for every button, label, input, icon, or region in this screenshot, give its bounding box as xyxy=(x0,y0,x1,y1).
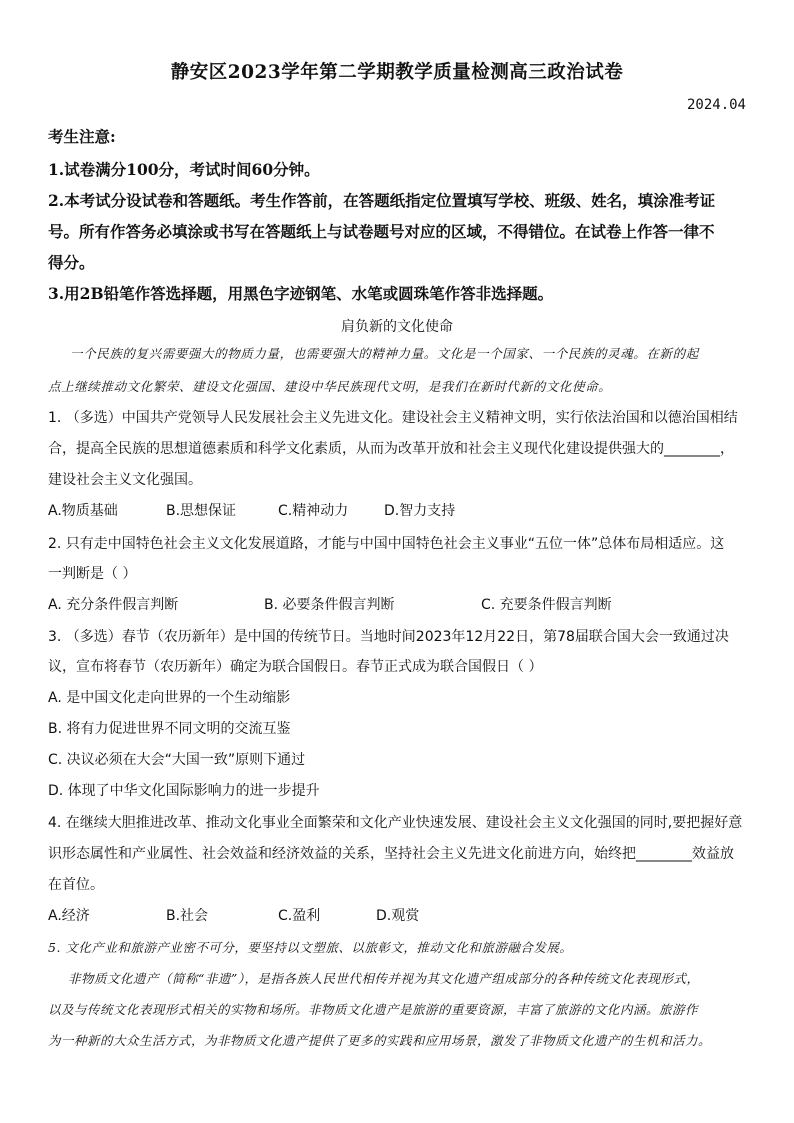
q5-material-line-2: 以及与传统文化表现形式相关的实物和场所。非物质文化遗产是旅游的重要资源，丰富了旅游的文化内涵。旅游作 xyxy=(48,1002,699,1017)
q3-stem-line-2: 议，宣布将春节（农历新年）确定为联合国假日。春节正式成为联合国假日（ ） xyxy=(48,659,543,675)
q4-option-b: B.社会 xyxy=(166,908,209,924)
q1-option-d: D.智力支持 xyxy=(384,503,456,519)
q4-stem-line-3: 在首位。 xyxy=(48,877,104,893)
q4-stem-line-2: 识形态属性和产业属性、社会效益和经济效益的关系，坚持社会主义先进文化前进方向，始终把________效益放 xyxy=(48,846,734,862)
q2-stem-line-2: 一判断是（ ） xyxy=(48,566,137,582)
q1-option-a: A.物质基础 xyxy=(48,503,118,519)
q3-option-d: D. 体现了中华文化国际影响力的进一步提升 xyxy=(48,783,320,799)
q1-stem-line-2: 合，提高全民族的思想道德素质和科学文化素质，从而为改革开放和社会主义现代化建设提供强大的________， xyxy=(48,441,734,457)
notice-item-2-end: 得分。 xyxy=(48,253,95,272)
notice-heading: 考生注意: xyxy=(48,127,116,146)
q3-stem-line-1: 3. （多选）春节（农历新年）是中国的传统节日。当地时间2023年12月22日，第78届联合国大会一致通过决 xyxy=(48,629,729,645)
q1-option-b: B.思想保证 xyxy=(166,503,237,519)
q2-stem-line-1: 2. 只有走中国特色社会主义文化发展道路，才能与中国中国特色社会主义事业“五位一体”总体布局相适应。这 xyxy=(48,536,725,552)
q3-option-c: C. 决议必须在大会“大国一致”原则下通过 xyxy=(48,752,306,768)
q4-stem-line-1: 4. 在继续大胆推进改革、推动文化事业全面繁荣和文化产业快速发展、建设社会主义文化强国的同时,要把握好意 xyxy=(48,815,743,831)
notice-item-2: 2.本考试分设试卷和答题纸。考生作答前，在答题纸指定位置填写学校、班级、姓名，填涂准考证 xyxy=(48,191,716,210)
q4-option-c: C.盈利 xyxy=(278,908,321,924)
section-intro-line-1: 一个民族的复兴需要强大的物质力量，也需要强大的精神力量。文化是一个国家、一个民族的灵魂。在新的起 xyxy=(70,346,699,361)
q1-option-c: C.精神动力 xyxy=(278,503,349,519)
section-title: 肩负新的文化使命 xyxy=(341,319,453,335)
section-intro-line-2: 点上继续推动文化繁荣、建设文化强国、建设中华民族现代文明，是我们在新时代新的文化使命。 xyxy=(48,379,612,394)
q2-option-b: B. 必要条件假言判断 xyxy=(264,597,395,613)
q4-option-d: D.观赏 xyxy=(376,908,420,924)
notice-item-3: 3.用2B铅笔作答选择题，用黑色字迹钢笔、水笔或圆珠笔作答非选择题。 xyxy=(48,284,554,303)
q2-option-c: C. 充要条件假言判断 xyxy=(481,597,612,613)
q5-material-line-1: 非物质文化遗产（简称“非遗”），是指各族人民世代相传并视为其文化遗产组成部分的各种传统文化表现形式， xyxy=(68,971,700,986)
exam-date: 2024.04 xyxy=(686,97,746,113)
q3-option-a: A. 是中国文化走向世界的一个生动缩影 xyxy=(48,690,291,706)
page-title: 静安区2023学年第二学期教学质量检测高三政治试卷 xyxy=(170,62,624,83)
notice-item-1: 1.试卷满分100分，考试时间60分钟。 xyxy=(48,160,320,179)
q1-stem-line-3: 建设社会主义文化强国。 xyxy=(48,472,202,488)
q1-stem-line-1: 1. （多选）中国共产党领导人民发展社会主义先进文化。建设社会主义精神文明，实行依法治国和以德治国相结 xyxy=(48,410,738,426)
q5-material-line-3: 为一种新的大众生活方式，为非物质文化遗产提供了更多的实践和应用场景，激发了非物质文化遗产的生机和活力。 xyxy=(48,1033,712,1048)
notice-item-2-cont: 号。所有作答务必填涂或书写在答题纸上与试卷题号对应的区域，不得错位。在试卷上作答一律不 xyxy=(48,222,715,241)
q2-option-a: A. 充分条件假言判断 xyxy=(48,597,179,613)
q3-option-b: B. 将有力促进世界不同文明的交流互鉴 xyxy=(48,721,291,737)
q4-option-a: A.经济 xyxy=(48,908,90,924)
q5-lead: 5. 文化产业和旅游产业密不可分，要坚持以文塑旅、以旅彰文，推动文化和旅游融合发展。 xyxy=(48,940,573,955)
